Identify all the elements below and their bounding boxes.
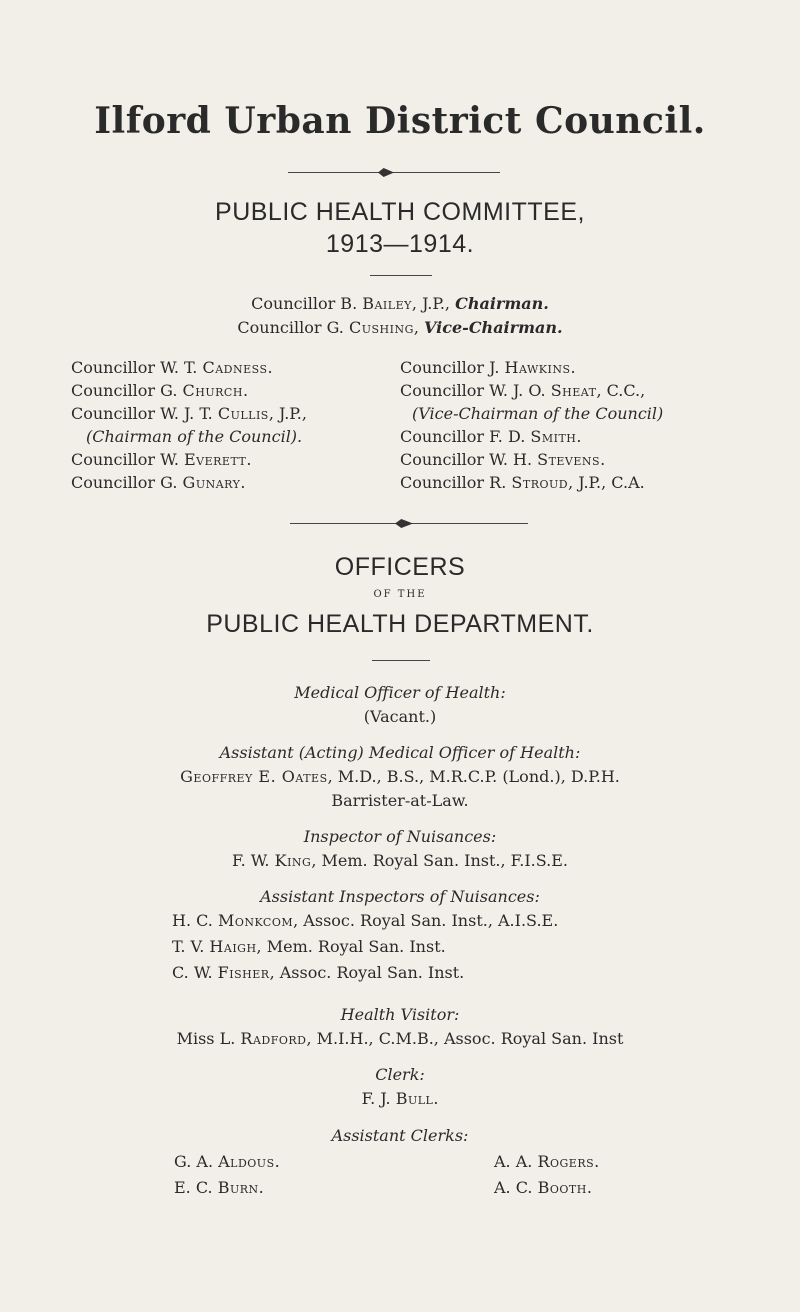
vice-chairman-name: Cushing bbox=[348, 318, 414, 337]
assistant-clerk-entry: A. A. Rogers. bbox=[494, 1152, 600, 1171]
clerk-title: Clerk: bbox=[375, 1065, 425, 1084]
councillor-note: (Chairman of the Council). bbox=[86, 427, 303, 446]
councillor-note: (Vice-Chairman of the Council) bbox=[412, 404, 664, 423]
vice-chairman-line bbox=[0, 318, 800, 337]
assistant-clerks-left bbox=[174, 1149, 280, 1201]
committee-years: 1913—1914. bbox=[325, 230, 475, 258]
councillor-entry: Councillor G. Church. bbox=[71, 381, 249, 400]
councillor-entry: Councillor R. Stroud, J.P., C.A. bbox=[400, 473, 645, 492]
health-visitor-line: Miss L. Radford, M.I.H., C.M.B., Assoc. Royal San. Inst bbox=[176, 1029, 624, 1048]
assistant-inspectors-title: Assistant Inspectors of Nuisances: bbox=[260, 887, 540, 906]
inspector-name: King bbox=[274, 851, 312, 870]
assistant-medical-officer-line2: Barrister-at-Law. bbox=[331, 791, 469, 810]
department-heading: PUBLIC HEALTH DEPARTMENT. bbox=[206, 610, 594, 638]
vice-chairman-suffix: , bbox=[413, 318, 425, 337]
vice-chairman-role: Vice-Chairman. bbox=[424, 318, 563, 337]
vice-chairman-prefix: Councillor G. bbox=[237, 318, 349, 337]
chairman-line bbox=[0, 294, 800, 313]
councillors-right-column bbox=[400, 356, 663, 494]
clerk-line: F. J. Bull. bbox=[361, 1089, 439, 1108]
medical-officer-title: Medical Officer of Health: bbox=[294, 683, 506, 702]
councillor-entry: Councillor W. J. O. Sheat, C.C., bbox=[400, 381, 646, 400]
assistant-medical-officer-line bbox=[0, 767, 800, 786]
short-rule bbox=[372, 660, 430, 661]
assistant-medical-officer-title: Assistant (Acting) Medical Officer of Health: bbox=[219, 743, 581, 762]
ornament-rule bbox=[288, 172, 500, 173]
medical-officer-holder: (Vacant.) bbox=[363, 707, 437, 726]
assistant-clerk-entry: A. C. Booth. bbox=[494, 1178, 592, 1197]
chairman-suffix: , J.P., bbox=[411, 294, 456, 313]
assistant-clerk-entry: G. A. Aldous. bbox=[174, 1152, 280, 1171]
chairman-prefix: Councillor B. bbox=[251, 294, 363, 313]
officers-heading: OFFICERS bbox=[334, 553, 466, 581]
councillors-left-column bbox=[71, 356, 307, 494]
councillor-entry: Councillor W. H. Stevens. bbox=[400, 450, 606, 469]
councillor-entry: Councillor F. D. Smith. bbox=[400, 427, 582, 446]
assistant-clerks-right bbox=[494, 1149, 599, 1201]
assistant-medical-officer-name: Geoffrey E. Oates bbox=[180, 767, 328, 786]
chairman-role: Chairman. bbox=[455, 294, 549, 313]
clerk-name: Bull bbox=[395, 1089, 434, 1108]
councillor-entry: Councillor J. Hawkins. bbox=[400, 358, 576, 377]
inspector-title: Inspector of Nuisances: bbox=[303, 827, 497, 846]
assistant-inspector-entry: C. W. Fisher, Assoc. Royal San. Inst. bbox=[172, 963, 465, 982]
health-visitor-name: Radford bbox=[240, 1029, 307, 1048]
assistant-inspector-entry: H. C. Monkcom, Assoc. Royal San. Inst., A.I.S.E. bbox=[172, 911, 559, 930]
assistant-inspector-entry: T. V. Haigh, Mem. Royal San. Inst. bbox=[172, 937, 446, 956]
committee-title: PUBLIC HEALTH COMMITTEE, bbox=[215, 198, 585, 226]
councillor-entry: Councillor G. Gunary. bbox=[71, 473, 246, 492]
chairman-name: Bailey bbox=[362, 294, 412, 313]
of-the-label: OF THE bbox=[373, 589, 427, 600]
assistant-inspectors-list bbox=[172, 908, 558, 986]
councillor-entry: Councillor W. J. T. Cullis, J.P., bbox=[71, 404, 307, 423]
short-rule bbox=[370, 275, 432, 276]
assistant-clerks-title: Assistant Clerks: bbox=[331, 1126, 469, 1145]
assistant-clerk-entry: E. C. Burn. bbox=[174, 1178, 264, 1197]
council-title: Ilford Urban District Council. bbox=[94, 100, 706, 142]
councillor-entry: Councillor W. Everett. bbox=[71, 450, 252, 469]
assistant-medical-officer-quals: , M.D., B.S., M.R.C.P. (Lond.), D.P.H. bbox=[327, 767, 620, 786]
ornament-diamond bbox=[378, 168, 394, 177]
inspector-line: F. W. King, Mem. Royal San. Inst., F.I.S.E. bbox=[232, 851, 568, 870]
health-visitor-title: Health Visitor: bbox=[340, 1005, 460, 1024]
ornament-diamond bbox=[395, 519, 413, 528]
councillor-entry: Councillor W. T. Cadness. bbox=[71, 358, 273, 377]
